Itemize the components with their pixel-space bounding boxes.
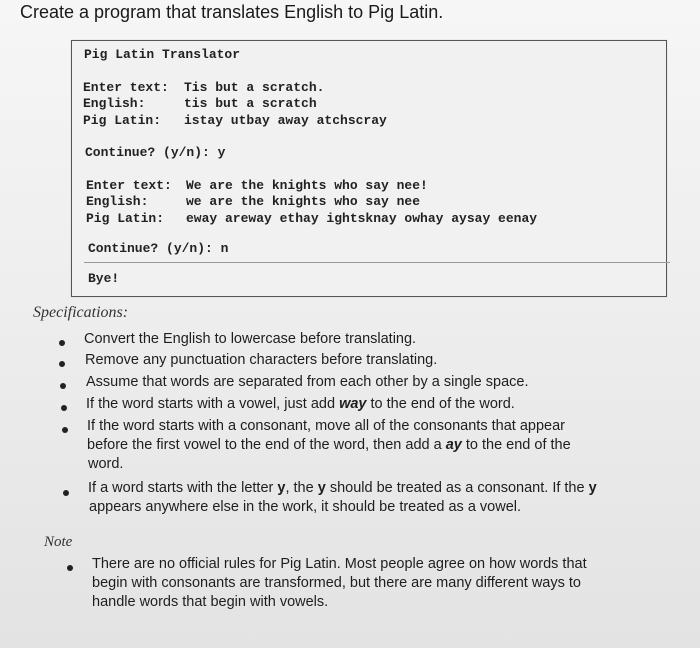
console-output-box bbox=[71, 40, 667, 297]
specifications-heading: Specifications: bbox=[33, 304, 129, 321]
console-bye: Bye! bbox=[88, 271, 120, 286]
spec-item-6-line-2: appears anywhere else in the work, it should be treated as a vowel. bbox=[89, 499, 522, 515]
bullet-dot bbox=[62, 427, 68, 433]
spec-item-5-line-2 bbox=[87, 437, 571, 454]
spec-item-4-pre: If the word starts with a vowel, just add bbox=[86, 396, 340, 412]
spec-item-6-y3: y bbox=[588, 480, 597, 496]
run1-pig-value: istay utbay away atchscray bbox=[184, 113, 387, 128]
run1-enter-label: Enter text: bbox=[83, 80, 169, 95]
run2-enter-label: Enter text: bbox=[86, 178, 172, 193]
run1-english-value: tis but a scratch bbox=[184, 96, 317, 111]
spec-item-5-line-2-post: to the end of the bbox=[461, 437, 571, 453]
spec-item-5-bold: ay bbox=[445, 437, 462, 453]
console-divider bbox=[84, 262, 670, 263]
spec-item-6-post: should be treated as a consonant. If the bbox=[325, 480, 589, 496]
spec-item-1: Convert the English to lowercase before translating. bbox=[84, 331, 417, 347]
spec-item-4 bbox=[86, 396, 515, 413]
spec-item-4-post: to the end of the word. bbox=[366, 396, 515, 412]
spec-item-6-line-1 bbox=[88, 480, 597, 497]
spec-item-5-line-1: If the word starts with a consonant, move all of the consonants that appear bbox=[87, 418, 565, 434]
console-header: Pig Latin Translator bbox=[84, 47, 241, 62]
spec-item-6-y1: y bbox=[277, 480, 286, 496]
spec-item-6-mid: , the bbox=[285, 480, 318, 496]
spec-item-6-y2: y bbox=[317, 480, 326, 496]
spec-item-4-bold: way bbox=[339, 396, 367, 412]
spec-item-6-pre: If a word starts with the letter bbox=[88, 480, 278, 496]
bullet-dot bbox=[59, 361, 65, 367]
spec-item-5-line-3: word. bbox=[88, 456, 124, 472]
run2-enter-value: We are the knights who say nee! bbox=[186, 178, 428, 193]
note-line-1: There are no official rules for Pig Latin. Most people agree on how words that bbox=[92, 556, 587, 572]
note-line-2: begin with consonants are transformed, but there are many different ways to bbox=[92, 575, 581, 591]
run1-pig-label: Pig Latin: bbox=[83, 113, 162, 128]
bullet-dot bbox=[63, 490, 69, 496]
run2-pig-value: eway areway ethay ightsknay owhay aysay eenay bbox=[186, 211, 538, 226]
bullet-dot bbox=[67, 565, 73, 571]
run2-pig-label: Pig Latin: bbox=[86, 211, 165, 226]
spec-item-5-line-2-pre: before the first vowel to the end of the word, then add a bbox=[87, 437, 446, 453]
bullet-dot bbox=[59, 340, 65, 346]
bullet-dot bbox=[60, 383, 66, 389]
run1-continue: Continue? (y/n): y bbox=[85, 145, 226, 160]
note-line-3: handle words that begin with vowels. bbox=[92, 594, 329, 610]
spec-item-2: Remove any punctuation characters before translating. bbox=[85, 352, 438, 368]
run1-english-label: English: bbox=[83, 96, 146, 111]
run2-english-label: English: bbox=[86, 194, 149, 209]
page-title: Create a program that translates English to Pig Latin. bbox=[20, 2, 444, 22]
bullet-dot bbox=[61, 405, 67, 411]
note-heading: Note bbox=[44, 534, 73, 550]
spec-item-3: Assume that words are separated from each other by a single space. bbox=[86, 374, 529, 390]
run1-enter-value: Tis but a scratch. bbox=[184, 80, 325, 95]
run2-english-value: we are the knights who say nee bbox=[186, 194, 421, 209]
run2-continue: Continue? (y/n): n bbox=[88, 241, 229, 256]
